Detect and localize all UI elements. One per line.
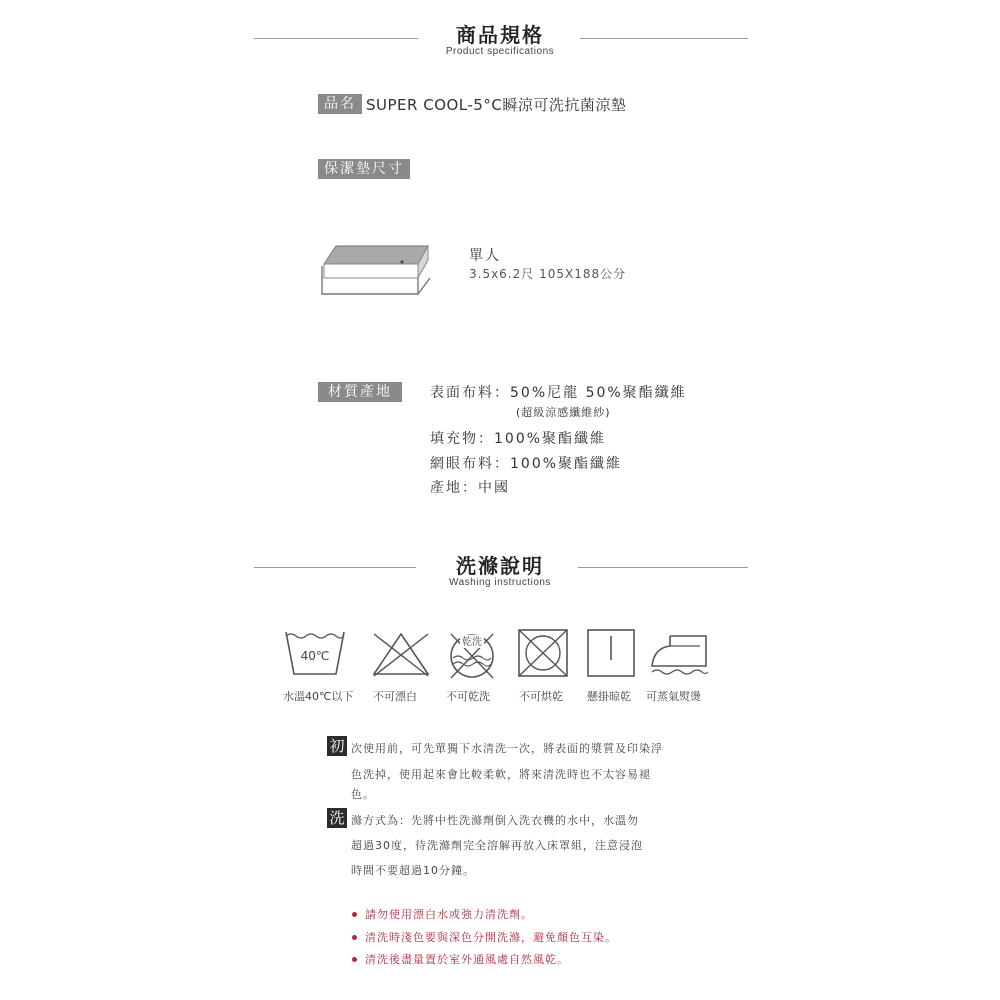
para2-line-3: 時間不要超過10分鐘。: [351, 864, 475, 877]
material-label: 材質產地: [318, 382, 402, 402]
para1-line-1: 次使用前，可先單獨下水清洗一次，將表面的漿質及印染浮: [351, 742, 663, 755]
care-label-steam-iron: 可蒸氣熨燙: [646, 690, 701, 703]
note-item: [352, 951, 569, 967]
product-name-value: SUPER COOL-5°C瞬涼可洗抗菌涼墊: [366, 96, 627, 114]
material-surface: 表面布料：50%尼龍 50%聚酯纖維: [430, 385, 687, 401]
care-label-wash-temp: 水溫40℃以下: [283, 690, 354, 703]
spec-title: 商品規格: [456, 23, 544, 47]
note-text: 清洗後盡量置於室外通風處自然風乾。: [365, 953, 569, 966]
para2-line-1: 滌方式為：先將中性洗滌劑倒入洗衣機的水中，水溫勿: [351, 814, 639, 827]
wash-subtitle: Washing instructions: [449, 577, 551, 588]
note-bullet: [352, 912, 357, 917]
material-mesh: 網眼布料：100%聚酯纖維: [430, 456, 623, 472]
product-name-label: 品名: [318, 94, 362, 114]
para1-initial: 初: [327, 736, 347, 756]
no-tumble-dry-icon: [512, 628, 574, 678]
material-filling: 填充物：100%聚酯纖維: [430, 431, 607, 447]
note-text: 清洗時淺色要與深色分開洗滌，避免顏色互染。: [365, 931, 617, 944]
note-bullet: [352, 935, 357, 940]
mattress-icon: [318, 238, 434, 300]
care-label-hang-dry: 懸掛晾乾: [587, 690, 631, 703]
size-dimensions: 3.5x6.2尺 105X188公分: [469, 267, 627, 281]
care-label-no-tumble-dry: 不可烘乾: [519, 690, 563, 703]
para1-line-2: 色洗掉，使用起來會比較柔軟，將來清洗時也不太容易褪: [351, 768, 651, 781]
steam-iron-icon: [648, 630, 710, 680]
care-label-no-dry-clean: 不可乾洗: [446, 690, 490, 703]
note-text: 請勿使用漂白水或強力清洗劑。: [365, 908, 533, 921]
wash-tub-40-icon: [284, 630, 346, 680]
size-label: 保潔墊尺寸: [318, 159, 410, 179]
hang-dry-icon: [581, 628, 643, 678]
no-dry-clean-icon: [441, 630, 503, 680]
para1-line-3: 色。: [351, 788, 375, 801]
para2-line-2: 超過30度，待洗滌劑完全溶解再放入床罩組，注意浸泡: [351, 839, 643, 852]
note-item: [352, 906, 533, 922]
note-item: [352, 929, 617, 945]
size-name: 單人: [469, 248, 501, 264]
note-bullet: [352, 957, 357, 962]
care-label-no-bleach: 不可漂白: [373, 690, 417, 703]
no-bleach-icon: [370, 630, 432, 680]
dry-clean-text: 乾洗: [462, 637, 482, 648]
para2-initial: 洗: [327, 808, 347, 828]
material-origin: 產地：中國: [430, 480, 510, 496]
spec-subtitle: Product specifications: [445, 46, 555, 57]
wash-title: 洗滌說明: [456, 554, 544, 578]
material-surface-note: (超級涼感纖維紗): [516, 406, 611, 419]
wash-temp-text: 40℃: [300, 649, 330, 663]
